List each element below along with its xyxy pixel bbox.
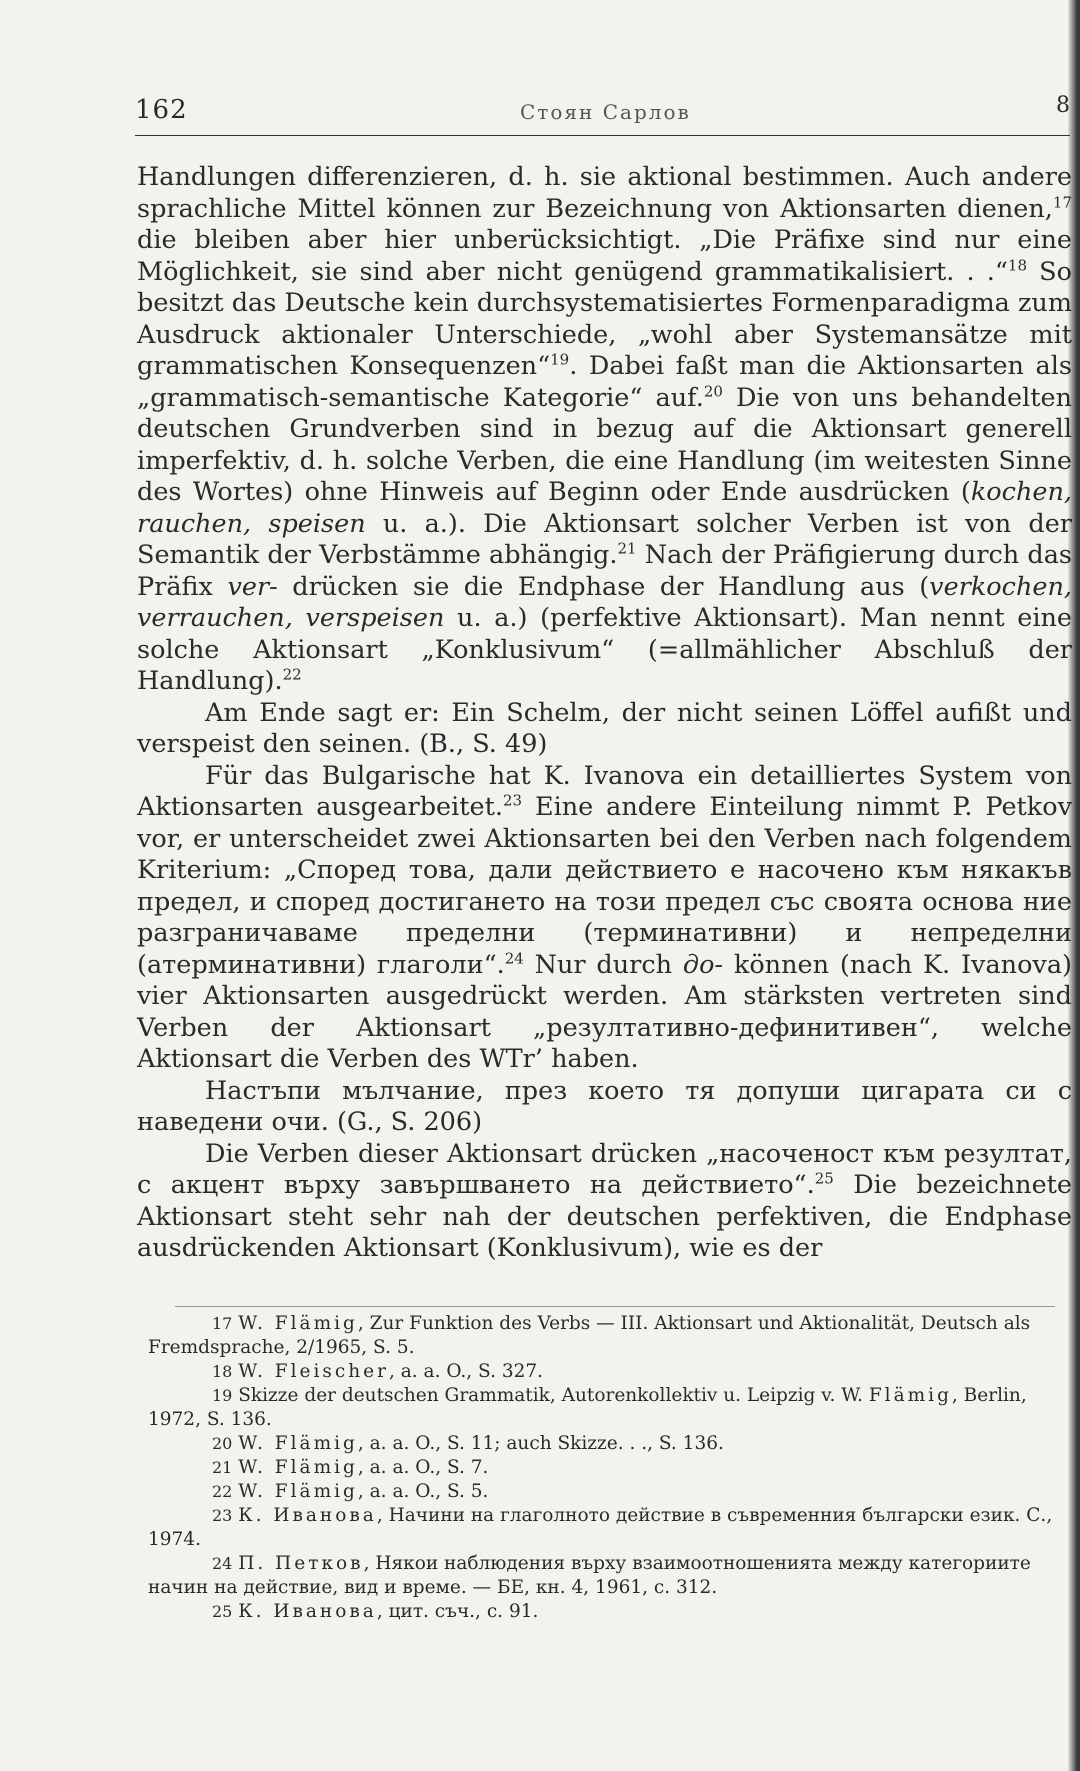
footnote-25: 25 К. Иванова, цит. съч., с. 91. (212, 1601, 539, 1622)
paragraph-3: Für das Bulgarische hat K. Ivanova ein detailliertes System von Aktionsarten ausgearbeitet.$^{23}$ Eine andere Einteilung nimmt P. Petkov vor, er unterscheidet zwei Aktionsarten bei den Verben nach folgendem Kriterium: „Според това, дали действието е насочено към някакъв предел, и според достигането на този предел със своята основа ние разграничаваме пределни (терминативни) и непределни (атерминативни) глаголи“.$^{24}$ Nur durch до- können (nach K. Ivanova) vier Aktionsarten ausgedrückt werden. Am stärksten vertreten sind Verben der Aktionsart „резултативно-дефинитивен“, welche Aktionsart die Verben des WTr’ haben. (137, 760, 1072, 1074)
footnote-ref[interactable]: 23 (502, 791, 523, 810)
footnote-17: 17 W. Flämig, Zur Funktion des Verbs — III. Aktionsart und Aktionalität, Deutsch als Fremdsprache, 2/1965, S. 5. (148, 1313, 1031, 1358)
footnote-ref[interactable]: 18 (1007, 256, 1028, 274)
footnote-ref[interactable]: 25 (814, 1169, 834, 1188)
example-prefix: до- (682, 949, 724, 980)
footnote-20: 20 W. Flämig, a. a. O., S. 11; auch Skizze. . ., S. 136. (212, 1433, 724, 1454)
footnote-rule (175, 1306, 1055, 1307)
paragraph-5: Die Verben dieser Aktionsart drücken „насоченост към резултат, с акцент върху завършването на действието“.$^{25}$ Die bezeichnete Aktionsart steht sehr nah der deutschen perfektiven, die Endphase ausdrückenden Aktionsart (Konklusivum), wie es der (137, 1138, 1072, 1263)
page-number: 162 (135, 95, 188, 125)
edge-marker: 8 (1056, 93, 1070, 118)
running-title: Стоян Сарлов (520, 100, 691, 124)
example-quote-2: Настъпи мълчание, през което тя допуши цигарата си с наведени очи. (G., S. 206) (137, 1075, 1072, 1137)
footnote-19: 19 Skizze der deutschen Grammatik, Autorenkollektiv u. Leipzig v. W. Flämig, Berlin, 1972, S. 136. (148, 1385, 1027, 1430)
footnote-ref[interactable]: 24 (504, 949, 524, 967)
footnote-ref[interactable]: 17 (1052, 193, 1072, 211)
body-text (137, 162, 1072, 1265)
header-rule (135, 135, 1070, 136)
page-header (135, 95, 1070, 135)
footnote-ref[interactable]: 20 (703, 382, 723, 400)
footnote-22: 22 W. Flämig, a. a. O., S. 5. (212, 1481, 489, 1502)
footnote-ref[interactable]: 21 (617, 539, 637, 558)
footnote-ref[interactable]: 22 (282, 665, 302, 684)
example-quote-1: Am Ende sagt er: Ein Schelm, der nicht seinen Löffel aufißt und verspeist den seinen. (B., S. 49) (137, 697, 1072, 759)
example-words: verkochen, verrauchen, verspeisen (137, 571, 1072, 633)
footnotes (148, 1312, 1068, 1624)
example-prefix: ver- (227, 571, 278, 602)
footnote-21: 21 W. Flämig, a. a. O., S. 7. (212, 1457, 489, 1478)
footnote-ref[interactable]: 19 (550, 350, 570, 369)
footnote-18: 18 W. Fleischer, a. a. O., S. 327. (212, 1361, 544, 1382)
footnote-23: 23 К. Иванова, Начини на глаголното действие в съвременния български език. С., 1974. (148, 1505, 1053, 1550)
paragraph-1: Handlungen differenzieren, d. h. sie aktional bestimmen. Auch andere sprachliche Mittel können zur Bezeichnung von Aktionsarten dienen,$^{17}$ die bleiben aber hier unberücksichtigt. „Die Präfixe sind nur eine Möglichkeit, sie sind aber nicht genügend grammatikalisiert. . .“$^{18}$ So besitzt das Deutsche kein durchsystematisiertes Formenparadigma zum Ausdruck aktionaler Unterschiede, „wohl aber Systemansätze mit grammatischen Konsequenzen“$^{19}$. Dabei faßt man die Aktionsarten als „grammatisch-semantische Kategorie“ auf.$^{20}$ Die von uns behandelten deutschen Grundverben sind in bezug auf die Aktionsart generell imperfektiv, d. h. solche Verben, die eine Handlung (im weitesten Sinne des Wortes) ohne Hinweis auf Beginn oder Ende ausdrücken (kochen, rauchen, speisen u. a.). Die Aktionsart solcher Verben ist von der Semantik der Verbstämme abhängig.$^{21}$ Nach der Präfigierung durch das Präfix ver- drücken sie die Endphase der Handlung aus (verkochen, verrauchen, verspeisen u. a.) (perfektive Aktionsart). Man nennt eine solche Aktionsart „Konklusivum“ (=allmählicher Abschluß der Handlung).$^{22}$ (137, 162, 1073, 696)
footnote-24: 24 П. Петков, Някои наблюдения върху взаимоотношенията между категориите начин на действие, вид и време. — БЕ, кн. 4, 1961, с. 312. (148, 1553, 1031, 1598)
example-words: kochen, rauchen, speisen (137, 477, 1072, 539)
